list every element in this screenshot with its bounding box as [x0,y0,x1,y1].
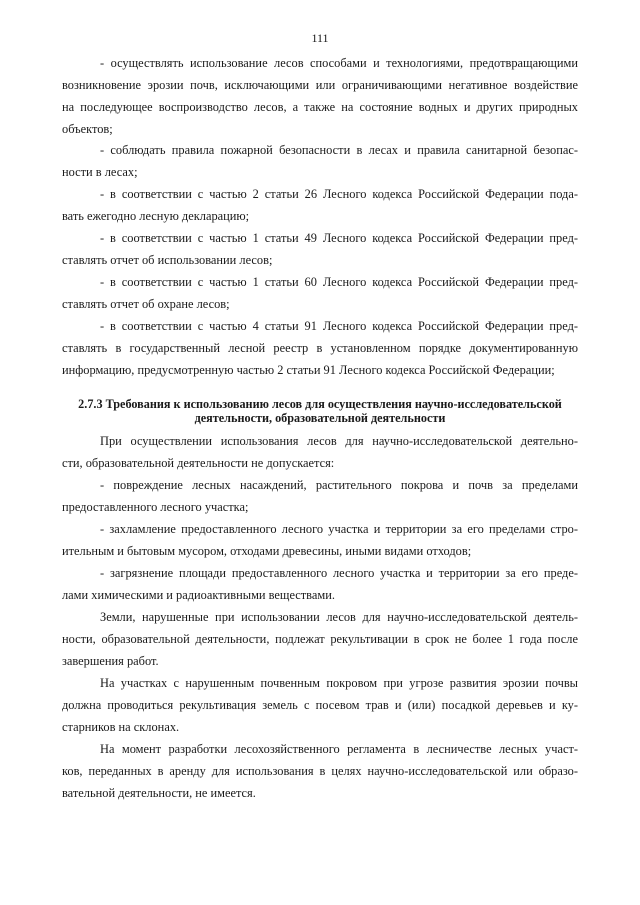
text-line: - в соответствии с частью 2 статьи 26 Лесного кодекса Российской Федерации пода- [100,187,578,201]
text-line: - захламление предоставленного лесного участка и территории за его пределами стро- [100,522,578,536]
text-line: информацию, предусмотренную частью 2 статьи 91 Лесного кодекса Российской Федерации; [62,363,555,377]
text-line: - соблюдать правила пожарной безопасности в лесах и правила санитарной безопас- [100,143,578,157]
paragraph-fire-safety [62,139,578,183]
text-line: ставлять отчет об использовании лесов; [62,253,273,267]
text-line: При осуществлении использования лесов для научно-исследовательской деятельно- [100,434,578,448]
paragraph-usage-report [62,227,578,271]
text-line: сти, образовательной деятельности не допускается: [62,456,335,470]
text-line: ности в лесах; [62,165,138,179]
text-line: ставлять в государственный лесной реестр в установленном порядке документированную [62,341,578,355]
paragraph-lease-status [62,738,578,804]
page-number: 111 [311,31,329,45]
text-line: На участках с нарушенным почвенным покровом при угрозе развития эрозии почвы [100,676,578,690]
text-line: - в соответствии с частью 1 статьи 60 Лесного кодекса Российской Федерации пред- [100,275,578,289]
text-line: на последующее воспроизводство лесов, а также на состояние водных и других природных [62,100,578,114]
text-line: вательной деятельности, не имеется. [62,786,256,800]
text-line: ности, образовательной деятельности, подлежат рекультивации в срок не более 1 года после [62,632,578,646]
paragraph-prohibitions-intro [62,430,578,474]
paragraph-damage [62,474,578,518]
text-line: - повреждение лесных насаждений, растительного покрова и почв за пределами [100,478,578,492]
paragraph-littering [62,518,578,562]
paragraph-recultivation [62,606,578,672]
text-line: ков, переданных в аренду для использования в целях научно-исследовательской или образо- [62,764,578,778]
text-line: лами химическими и радиоактивными веществами. [62,588,335,602]
section-heading [62,397,578,425]
text-line: ставлять отчет об охране лесов; [62,297,230,311]
paragraph-pollution [62,562,578,606]
text-line: старников на склонах. [62,720,180,734]
paragraph-declaration [62,183,578,227]
text-line: завершения работ. [62,654,159,668]
text-line: ительным и бытовым мусором, отходами древесины, иными видами отходов; [62,544,472,558]
text-line: должна проводиться рекультивация земель с посевом трав и (или) посадкой деревьев и ку- [62,698,578,712]
paragraph-protection-report [62,271,578,315]
text-line: объектов; [62,122,113,136]
text-line: На момент разработки лесохозяйственного регламента в лесничестве лесных участ- [100,742,578,756]
paragraph-erosion-slopes [62,672,578,738]
heading-line: 2.7.3 Требования к использованию лесов для осуществления научно-исследовательской [78,397,562,411]
text-line: - загрязнение площади предоставленного лесного участка и территории за его преде- [100,566,578,580]
text-line: предоставленного лесного участка; [62,500,249,514]
text-line: - в соответствии с частью 4 статьи 91 Лесного кодекса Российской Федерации пред- [100,319,578,333]
paragraph-forest-register [62,315,578,381]
paragraph-erosion [62,52,578,140]
text-line: вать ежегодно лесную декларацию; [62,209,250,223]
text-line: возникновение эрозии почв, исключающими или ограничивающими негативное воздействие [62,78,578,92]
text-line: Земли, нарушенные при использовании лесов для научно-исследовательской деятель- [100,610,578,624]
text-line: - осуществлять использование лесов способами и технологиями, предотвращающими [100,56,578,70]
heading-line: деятельности, образовательной деятельности [194,411,446,425]
text-line: - в соответствии с частью 1 статьи 49 Лесного кодекса Российской Федерации пред- [100,231,578,245]
